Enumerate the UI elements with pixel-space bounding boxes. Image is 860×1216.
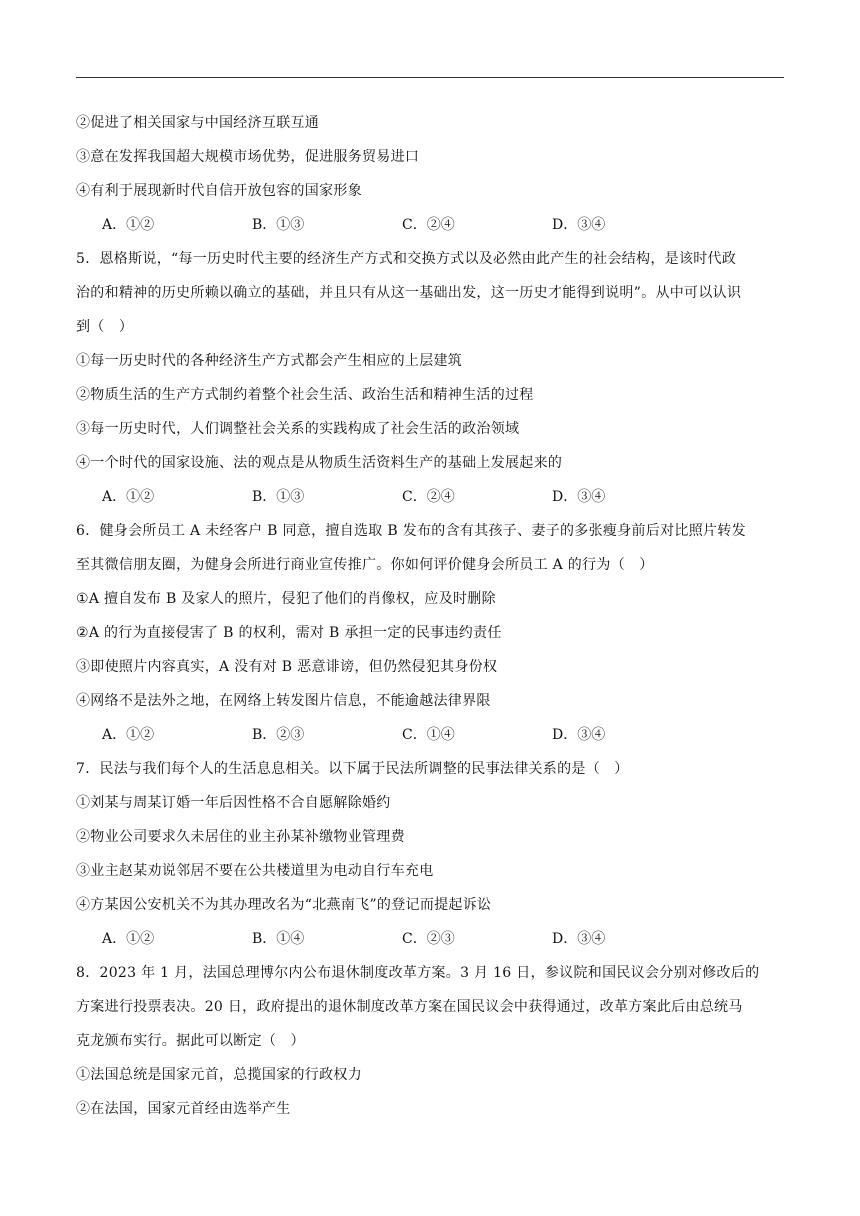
q6-item-1: ①A 擅自发布 B 及家人的照片，侵犯了他们的肖像权，应及时删除 <box>76 591 496 607</box>
q6-item-3: ③即使照片内容真实，A 没有对 B 恶意诽谤，但仍然侵犯其身份权 <box>76 659 498 675</box>
q8-item-1: ①法国总统是国家元首，总揽国家的行政权力 <box>76 1067 362 1083</box>
q6-item-2: ②A 的行为直接侵害了 B 的权利，需对 B 承担一定的民事违约责任 <box>76 625 502 641</box>
q8-stem-line-1: 8．2023 年 1 月，法国总理博尔内公布退休制度改革方案。3 月 16 日，参议院和国民议会分别对修改后的 <box>76 965 760 981</box>
q5-option-b: B．①③ <box>252 489 305 505</box>
q5-option-a: A．①② <box>102 489 155 505</box>
q4-item-2: ②促进了相关国家与中国经济互联互通 <box>76 115 320 131</box>
q7-option-c: C．②③ <box>402 931 455 947</box>
q8-item-2: ②在法国，国家元首经由选举产生 <box>76 1101 291 1117</box>
q7-stem-line-1: 7．民法与我们每个人的生活息息相关。以下属于民法所调整的民事法律关系的是（ ） <box>76 761 629 777</box>
q8-stem-line-2: 方案进行投票表决。20 日，政府提出的退休制度改革方案在国民议会中获得通过，改革方案此后由总统马 <box>76 999 743 1015</box>
header-rule <box>76 77 784 78</box>
q7-option-b: B．①④ <box>252 931 305 947</box>
question-8 <box>76 956 784 1126</box>
q5-item-3: ③每一历史时代，人们调整社会关系的实践构成了社会生活的政治领域 <box>76 421 520 437</box>
q6-options <box>76 718 784 752</box>
q4-item-3: ③意在发挥我国超大规模市场优势，促进服务贸易进口 <box>76 149 420 165</box>
question-5 <box>76 242 784 514</box>
q5-stem-line-3: 到（ ） <box>76 319 134 335</box>
question-7 <box>76 752 784 956</box>
q6-item-4: ④网络不是法外之地，在网络上转发图片信息，不能逾越法律界限 <box>76 693 491 709</box>
q7-option-d: D．③④ <box>552 931 606 947</box>
q5-stem-line-1: 5．恩格斯说，“每一历史时代主要的经济生产方式和交换方式以及必然由此产生的社会结构，是该时代政 <box>76 251 737 267</box>
q6-stem-line-2: 至其微信朋友圈，为健身会所进行商业宣传推广。你如何评价健身会所员工 A 的行为（ ） <box>76 557 654 573</box>
q4-option-a: A．①② <box>102 217 155 233</box>
q6-option-a: A．①② <box>102 727 155 743</box>
q5-option-d: D．③④ <box>552 489 606 505</box>
q5-item-4: ④一个时代的国家设施、法的观点是从物质生活资料生产的基础上发展起来的 <box>76 455 563 471</box>
q8-stem-line-3: 克龙颁布实行。据此可以断定（ ） <box>76 1033 305 1049</box>
q6-option-b: B．②③ <box>252 727 305 743</box>
question-4-tail <box>76 106 784 242</box>
q6-option-c: C．①④ <box>402 727 455 743</box>
q4-option-d: D．③④ <box>552 217 606 233</box>
q4-options <box>76 208 784 242</box>
q6-stem-line-1: 6．健身会所员工 A 未经客户 B 同意，擅自选取 B 发布的含有其孩子、妻子的多张瘦身前后对比照片转发 <box>76 523 746 539</box>
q5-item-1: ①每一历史时代的各种经济生产方式都会产生相应的上层建筑 <box>76 353 463 369</box>
q7-item-4: ④方某因公安机关不为其办理改名为“北燕南飞”的登记而提起诉讼 <box>76 897 492 913</box>
q7-option-a: A．①② <box>102 931 155 947</box>
q4-option-c: C．②④ <box>402 217 455 233</box>
q5-options <box>76 480 784 514</box>
q7-options <box>76 922 784 956</box>
q7-item-1: ①刘某与周某订婚一年后因性格不合自愿解除婚约 <box>76 795 391 811</box>
question-6 <box>76 514 784 752</box>
exam-page-body <box>76 106 784 1126</box>
q4-option-b: B．①③ <box>252 217 305 233</box>
q4-item-4: ④有利于展现新时代自信开放包容的国家形象 <box>76 183 362 199</box>
q5-option-c: C．②④ <box>402 489 455 505</box>
q7-item-3: ③业主赵某劝说邻居不要在公共楼道里为电动自行车充电 <box>76 863 434 879</box>
q5-item-2: ②物质生活的生产方式制约着整个社会生活、政治生活和精神生活的过程 <box>76 387 534 403</box>
q5-stem-line-2: 治的和精神的历史所赖以确立的基础，并且只有从这一基础出发，这一历史才能得到说明”。从中可以认识 <box>76 285 742 301</box>
q6-option-d: D．③④ <box>552 727 606 743</box>
q7-item-2: ②物业公司要求久未居住的业主孙某补缴物业管理费 <box>76 829 405 845</box>
